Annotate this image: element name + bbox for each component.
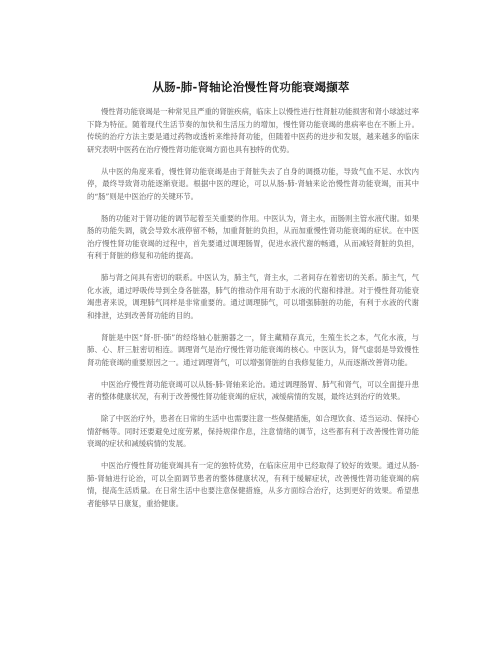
- paragraph: 中医治疗慢性肾功能衰竭可以从肠-肺-肾轴来论治。通过调理肠胃、肺气和肾气，可以全面提升患者的整体健康状况，有利于改善慢性肾功能衰竭的症状，减缓病情的发展，最终达到治疗的效果。: [87, 379, 419, 401]
- paragraph: 慢性肾功能衰竭是一种常见且严重的肾脏疾病，临床上以慢性进行性肾脏功能损害和肾小球滤过率下降为特征。随着现代生活节奏的加快和生活压力的增加，慢性肾功能衰竭的患病率也在不断上升。传统的治疗方法主要是通过药物或透析来维持肾功能，但随着中医药的进步和发展，越来越多的临床研究表明中医药在治疗慢性肾功能衰竭方面也具有独特的优势。: [87, 107, 419, 154]
- paragraph: 从中医的角度来看，慢性肾功能衰竭是由于肾脏失去了自身的调摄功能，导致气血不足、水饮内停，最终导致肾功能逐渐衰退。根据中医的理论，可以从肠-肺-肾轴来论治慢性肾功能衰竭，而其中的“肠”则是中医治疗的关键环节。: [87, 166, 419, 201]
- paragraph: 肾脏是中医“肾-肝-肺”的经络轴心脏腑器之一，肾主藏精存真元，生殖生长之本，气化水液，与肺、心、肝三脏密切相连。调理肾气是治疗慢性肾功能衰竭的核心。中医认为，肾气虚弱是导致慢性肾功能衰竭的重要原因之一。通过调理肾气，可以增强肾脏的自我修复能力，从而逐渐改善肾功能。: [87, 332, 419, 367]
- document-title: 从肠-肺-肾轴论治慢性肾功能衰竭撷萃: [152, 80, 350, 94]
- paragraph: 肺与肾之间具有密切的联系。中医认为，肺主气，肾主水，二者间存在着密切的关系。肺主气，气化水液，通过呼吸传导到全身各脏器，肺气的推动作用有助于水液的代谢和排泄。对于慢性肾功能衰竭患者来说，调理肺气同样是非常重要的。通过调理肺气，可以增强肺脏的功能，有利于水液的代谢和排泄，达到改善肾功能的目的。: [87, 273, 419, 320]
- paragraph: 除了中医治疗外，患者在日常的生活中也需要注意一些保健措施，如合理饮食、适当运动、保持心情舒畅等。同时还要避免过度劳累，保持规律作息，注意情绪的调节，这些都有利于改善慢性肾功能衰竭的症状和减缓病情的发展。: [87, 414, 419, 448]
- document-body: [87, 106, 419, 520]
- paragraph: 中医治疗慢性肾功能衰竭具有一定的独特优势，在临床应用中已经取得了较好的效果。通过从肠-肺-肾轴进行论治，可以全面调节患者的整体健康状况，有利于缓解症状，改善慢性肾功能衰竭的病情，提高生活质量。在日常生活中也要注意保健措施，从多方面综合治疗，达到更好的效果。希望患者能够早日康复，重拾健康。: [87, 461, 419, 508]
- paragraph: 肠的功能对于肾功能的调节起着至关重要的作用。中医认为，肾主水，而肠则主管水液代谢。如果肠的功能失调，就会导致水液停留不畅，加重肾脏的负担，从而加重慢性肾功能衰竭的症状。在中医治疗慢性肾功能衰竭的过程中，首先要通过调理肠胃，促进水液代谢的畅通，从而减轻肾脏的负担，有利于肾脏的修复和功能的提高。: [87, 213, 419, 260]
